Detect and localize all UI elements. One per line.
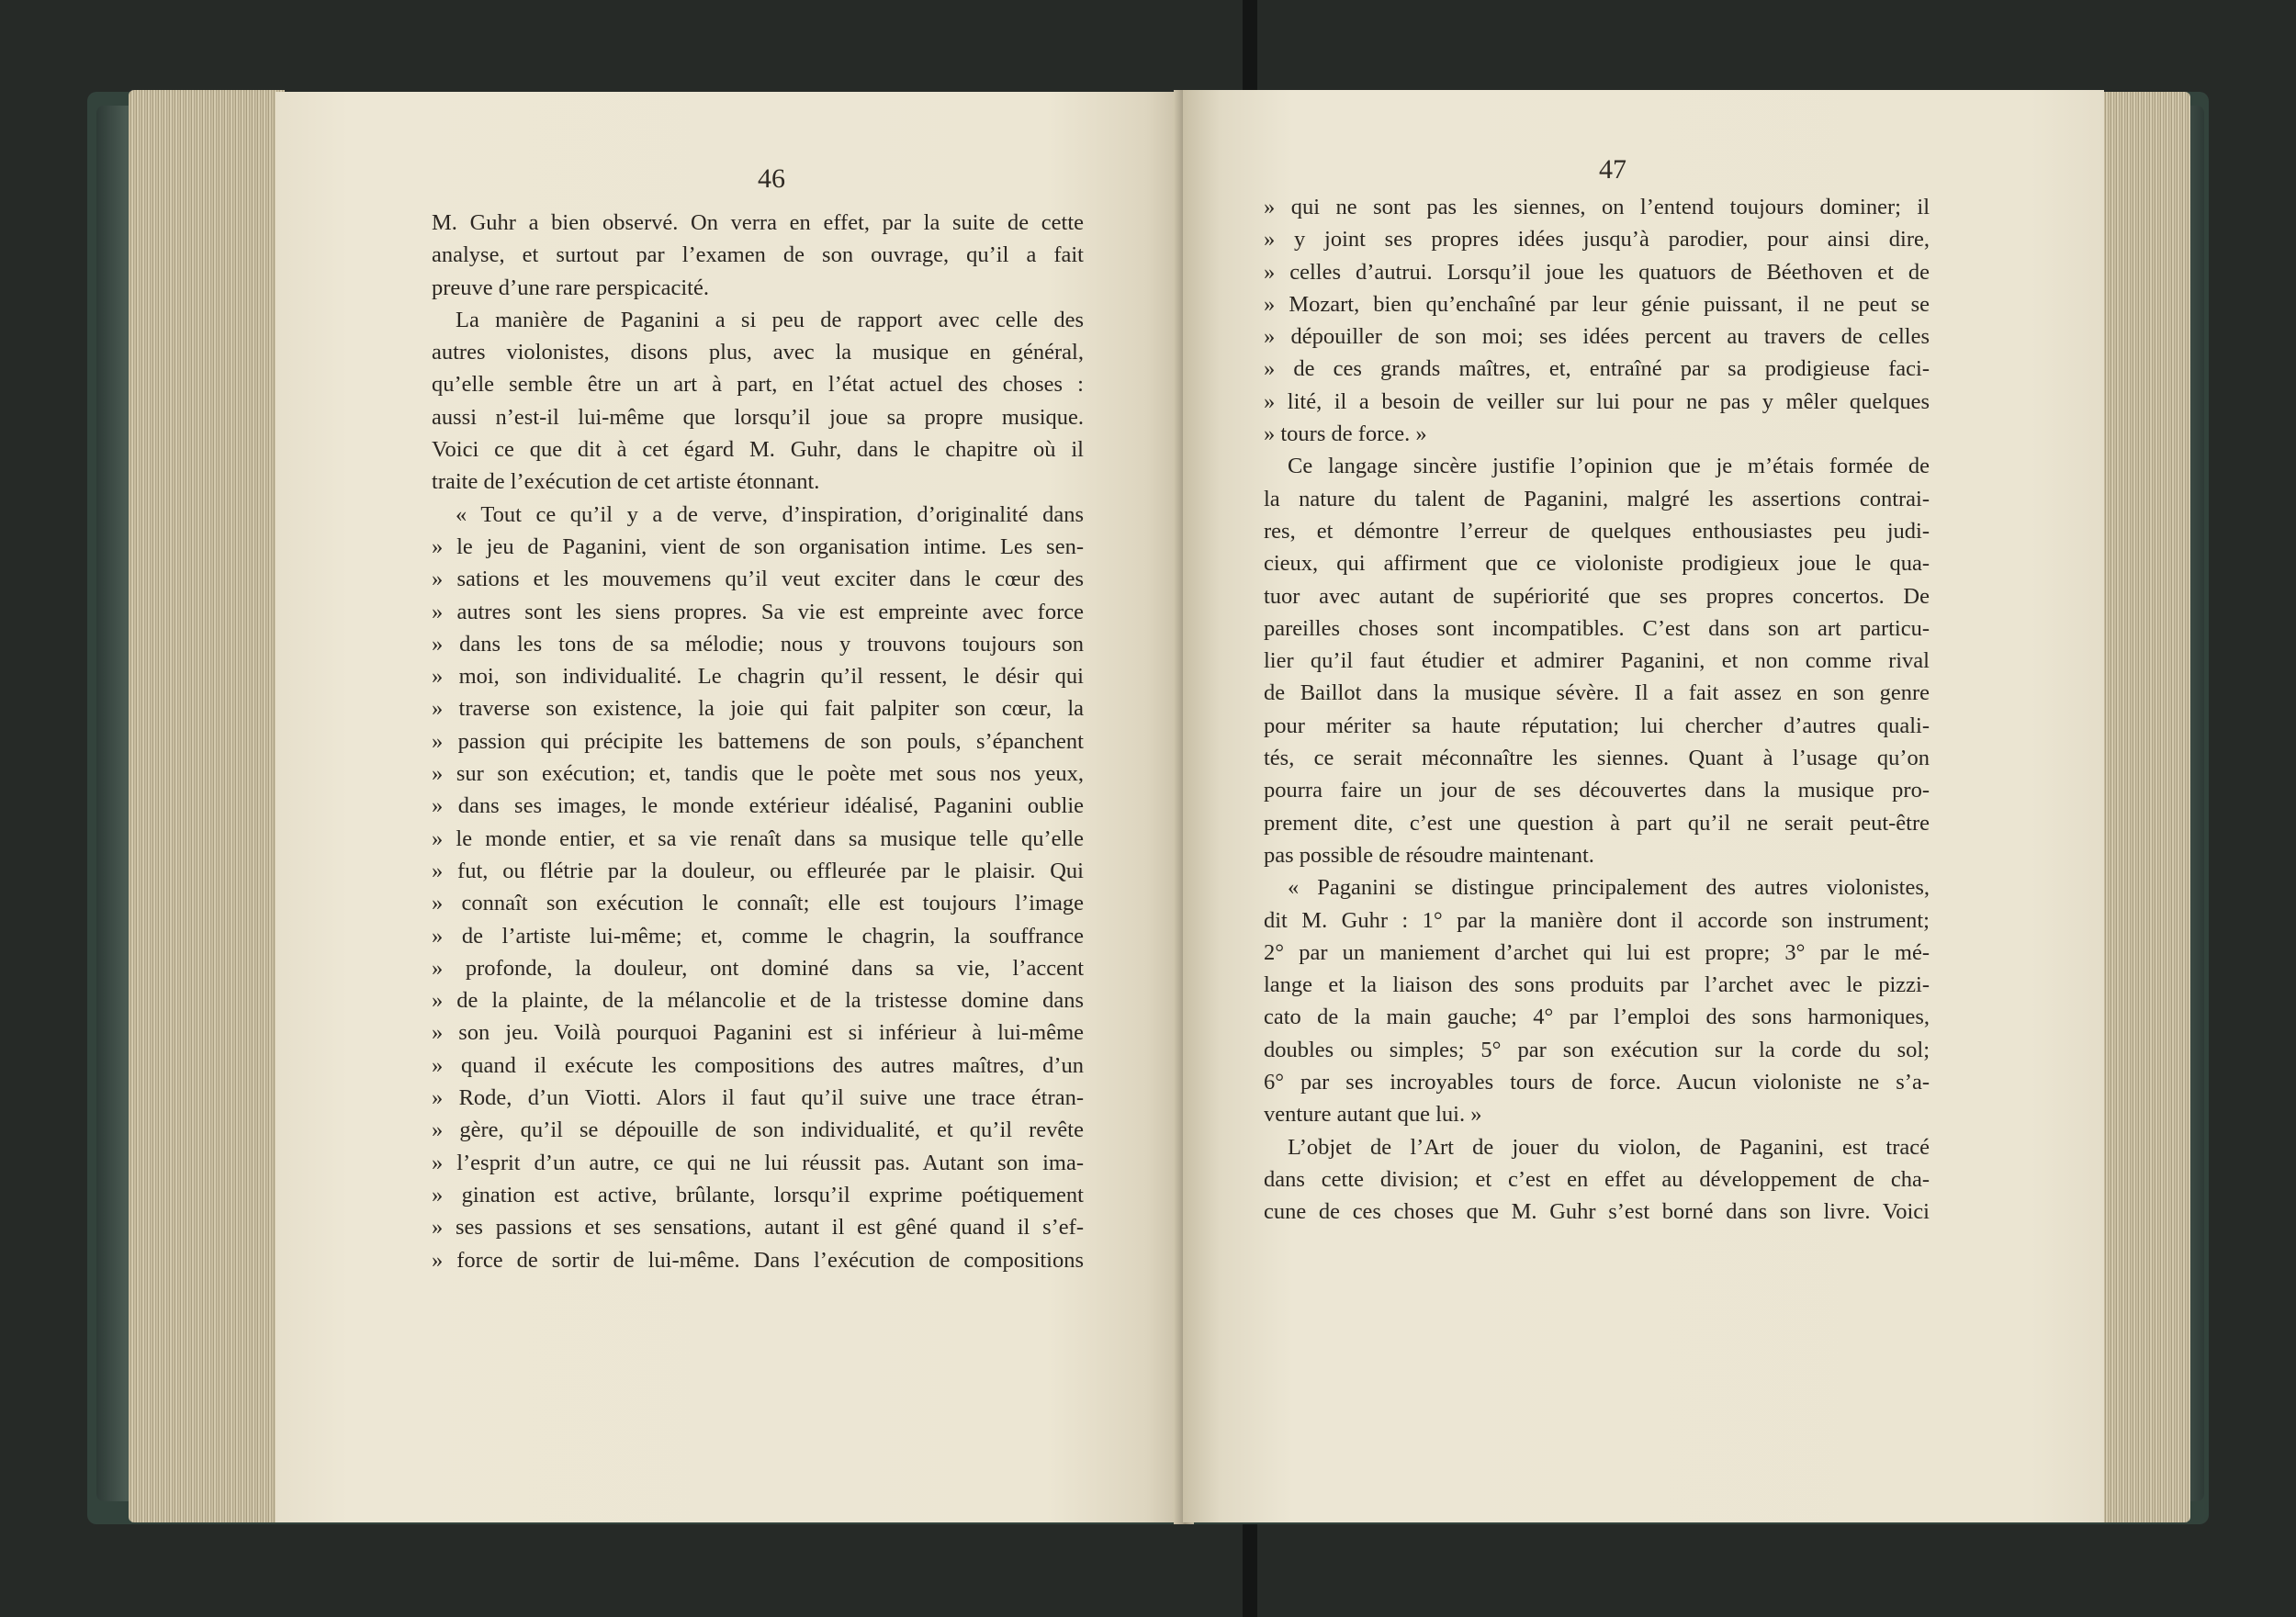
text-line: » traverse son existence, la joie qui fait palpiter son cœur, la [432,696,1084,722]
text-line: » son jeu. Voilà pourquoi Paganini est si inférieur à lui-même [432,1020,1084,1046]
text-line: res, et démontre l’erreur de quelques enthousiastes peu judi- [1264,518,1930,544]
text-line: « Paganini se distingue principalement des autres violonistes, [1288,875,1930,901]
text-line: » sur son exécution; et, tandis que le poète met sous nos yeux, [432,761,1084,787]
text-line: prement dite, c’est une question à part qu’il ne serait peut-être [1264,810,1930,836]
text-line: » sations et les mouvemens qu’il veut exciter dans le cœur des [432,567,1084,592]
text-line: aussi n’est-il lui-même que lorsqu’il joue sa propre musique. [432,404,1084,430]
text-line: » l’esprit d’un autre, ce qui ne lui réussit pas. Autant son ima- [432,1150,1084,1175]
text-line: de Baillot dans la musique sévère. Il a fait assez en son genre [1264,680,1930,706]
text-line: preuve d’une rare perspicacité. [432,275,709,300]
text-line: » autres sont les siens propres. Sa vie est empreinte avec force [432,599,1084,624]
text-line: » ses passions et ses sensations, autant il est gêné quand il s’ef- [432,1215,1084,1241]
text-line: dit M. Guhr : 1° par la manière dont il accorde son instrument; [1264,907,1930,933]
left-page-text [432,207,1084,1276]
text-line: » dans ses images, le monde extérieur idéalisé, Paganini oublie [432,793,1084,819]
text-line: lange et la liaison des sons produits par l’archet avec le pizzi- [1264,972,1930,998]
text-line: » de la plainte, de la mélancolie et de la tristesse domine dans [432,988,1084,1014]
text-line: » dans les tons de sa mélodie; nous y trouvons toujours son [432,631,1084,657]
text-line: lier qu’il faut étudier et admirer Paganini, et non comme rival [1264,648,1930,674]
text-line: La manière de Paganini a si peu de rapport avec celle des [456,307,1084,332]
text-line: » Rode, d’un Viotti. Alors il faut qu’il suive une trace étran- [432,1085,1084,1111]
text-line: doubles ou simples; 5° par son exécution sur la corde du sol; [1264,1037,1930,1062]
text-line: venture autant que lui. » [1264,1102,1482,1128]
text-line: tés, ce serait méconnaître les siennes. Quant à l’usage qu’on [1264,746,1930,771]
left-page [276,92,1183,1522]
text-line: dans cette division; et c’est en effet au développement de cha- [1264,1166,1930,1192]
page-edges-left [129,90,285,1522]
text-line: pareilles choses sont incompatibles. C’est dans son art particu- [1264,615,1930,641]
text-line: qu’elle semble être un art à part, en l’état actuel des choses : [432,372,1084,398]
text-line: » y joint ses propres idées jusqu’à parodier, pour ainsi dire, [1264,227,1930,253]
text-line: » connaît son exécution le connaît; elle est toujours l’image [432,891,1084,916]
text-line: » passion qui précipite les battemens de son pouls, s’épanchent [432,728,1084,754]
text-line: » fut, ou flétrie par la douleur, ou effleurée par le plaisir. Qui [432,858,1084,883]
text-line: » quand il exécute les compositions des autres maîtres, d’un [432,1052,1084,1078]
text-line: » de l’artiste lui-même; et, comme le chagrin, la souffrance [432,923,1084,949]
text-line: 6° par ses incroyables tours de force. Aucun violoniste ne s’a- [1264,1070,1930,1095]
text-line: » tours de force. » [1264,421,1427,447]
text-line: » qui ne sont pas les siennes, on l’entend toujours dominer; il [1264,195,1930,219]
text-line: » lité, il a besoin de veiller sur lui pour ne pas y mêler quelques [1264,388,1930,414]
text-line: traite de l’exécution de cet artiste étonnant. [432,469,820,495]
text-line: cieux, qui affirment que ce violoniste prodigieux joue le qua- [1264,551,1930,577]
right-page [1183,90,2104,1522]
text-line: la nature du talent de Paganini, malgré les assertions contrai- [1264,486,1930,511]
right-page-text [1264,191,1930,1229]
text-line: 2° par un maniement d’archet qui lui est propre; 3° par le mé- [1264,939,1930,965]
text-line: « Tout ce qu’il y a de verve, d’inspiration, d’originalité dans [456,501,1084,527]
page-edges-right [2103,92,2190,1522]
text-line: pour mériter sa haute réputation; lui chercher d’autres quali- [1264,713,1930,738]
text-line: pas possible de résoudre maintenant. [1264,842,1594,868]
text-line: » celles d’autrui. Lorsqu’il joue les quatuors de Béethoven et de [1264,259,1930,285]
text-line: » le monde entier, et sa vie renaît dans sa musique telle qu’elle [432,825,1084,851]
text-line: cune de ces choses que M. Guhr s’est borné dans son livre. Voici [1264,1199,1930,1225]
text-line: » force de sortir de lui-même. Dans l’exécution de compositions [432,1247,1084,1273]
text-line: M. Guhr a bien observé. On verra en effet, par la suite de cette [432,210,1084,235]
text-line: L’objet de l’Art de jouer du violon, de Paganini, est tracé [1288,1134,1930,1160]
text-line: » Mozart, bien qu’enchaîné par leur génie puissant, il ne peut se [1264,291,1930,317]
text-line: Voici ce que dit à cet égard M. Guhr, dans le chapitre où il [432,437,1084,463]
text-line: Ce langage sincère justifie l’opinion que je m’étais formée de [1288,454,1930,479]
text-line: » gère, qu’il se dépouille de son individualité, et qu’il revête [432,1117,1084,1143]
text-line: » profonde, la douleur, ont dominé dans sa vie, l’accent [432,955,1084,981]
text-line: » le jeu de Paganini, vient de son organisation intime. Les sen- [432,533,1084,559]
text-line: analyse, et surtout par l’examen de son ouvrage, qu’il a fait [432,242,1084,268]
page-number: 47 [1599,154,1626,185]
text-line: » gination est active, brûlante, lorsqu’il exprime poétiquement [432,1182,1084,1207]
text-line: pourra faire un jour de ses découvertes dans la musique pro- [1264,778,1930,803]
text-line: » de ces grands maîtres, et, entraîné par sa prodigieuse faci- [1264,356,1930,382]
text-line: cato de la main gauche; 4° par l’emploi des sons harmoniques, [1264,1005,1930,1030]
text-line: tuor avec autant de supériorité que ses propres concertos. De [1264,583,1930,609]
text-line: » moi, son individualité. Le chagrin qu’il ressent, le désir qui [432,664,1084,690]
page-number: 46 [758,163,785,194]
text-line: » dépouiller de son moi; ses idées percent au travers de celles [1264,324,1930,350]
text-line: autres violonistes, disons plus, avec la musique en général, [432,340,1084,365]
